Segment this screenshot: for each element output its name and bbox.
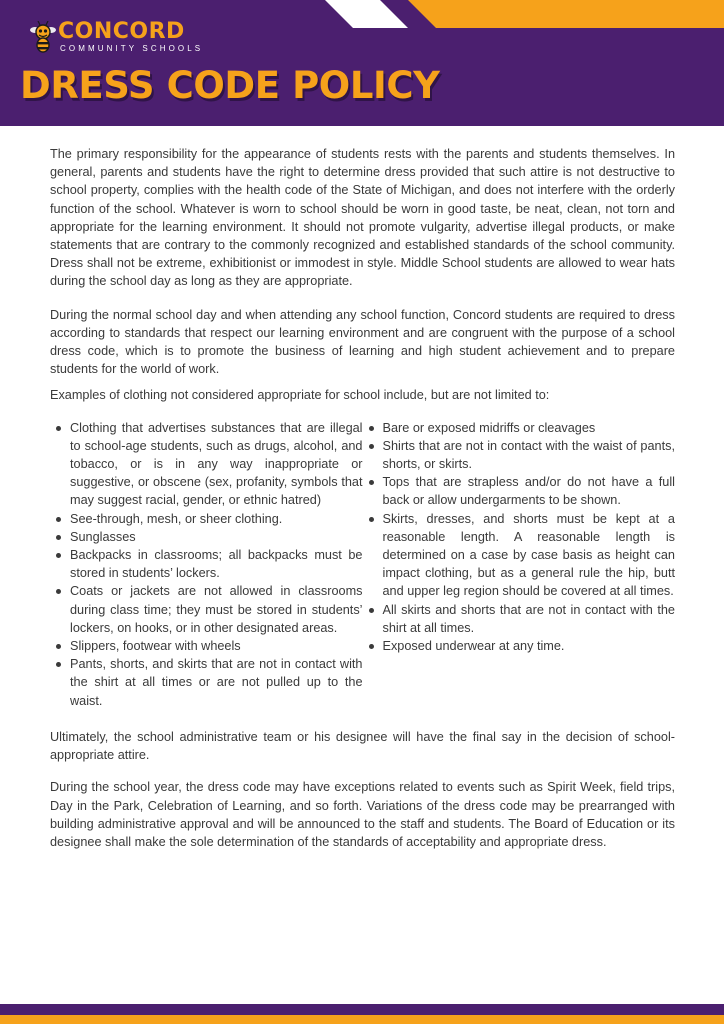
list-item: Slippers, footwear with wheels xyxy=(70,637,363,655)
yellow-jacket-mascot-icon xyxy=(30,21,56,53)
standards-paragraph: During the normal school day and when attending any school function, Concord students are required to dress according to standards that respect our learning environment and are congruent with the purpose of a school dress code, which is to promote the business of learning and high student achievement and to prepare students for the world of work. xyxy=(50,307,675,377)
footer-orange-stripe xyxy=(0,1015,724,1024)
examples-columns xyxy=(50,419,675,710)
list-item: See-through, mesh, or sheer clothing. xyxy=(70,510,363,528)
list-item: Pants, shorts, and skirts that are not in contact with the shirt at all times or are not pulled up to the waist. xyxy=(70,655,363,710)
header-banner xyxy=(0,0,724,126)
page-title: DRESS CODE POLICY xyxy=(20,64,440,107)
list-item: All skirts and shorts that are not in contact with the shirt at all times. xyxy=(383,601,676,637)
policy-content xyxy=(50,145,675,851)
logo-name: CONCORD xyxy=(58,19,185,44)
list-item: Coats or jackets are not allowed in classrooms during class time; they must be stored in students’ lockers, on hooks, or in other designated areas. xyxy=(70,582,363,637)
logo-subtitle: COMMUNITY SCHOOLS xyxy=(60,44,204,53)
list-item: Bare or exposed midriffs or cleavages xyxy=(383,419,676,437)
list-item: Tops that are strapless and/or do not have a full back or allow undergarments to be shown. xyxy=(383,473,676,509)
list-item: Shirts that are not in contact with the waist of pants, shorts, or skirts. xyxy=(383,437,676,473)
list-item: Exposed underwear at any time. xyxy=(383,637,676,655)
list-item: Skirts, dresses, and shorts must be kept at a reasonable length. A reasonable length is determined on a case by case basis as height can impact clothing, but as a general rule the hip, butt and upper leg region should be covered at all times. xyxy=(383,510,676,601)
footer-bar xyxy=(0,1004,724,1024)
exceptions-paragraph: During the school year, the dress code may have exceptions related to events such as Spirit Week, field trips, Day in the Park, Celebration of Learning, and so forth. Variations of the dress code may be prearranged with building administrative approval and will be announced to the staff and students. The Board of Education or its designee shall make the sole determination of the standards of acceptability and appropriate dress. xyxy=(50,780,675,849)
list-item: Clothing that advertises substances that are illegal to school-age students, such as drugs, alcohol, and tobacco, or is in any way inappropriate or suggestive, or obscene (sex, profanity, symbols that may suggest racial, gender, or ethnic hatred) xyxy=(70,419,363,510)
examples-list-right xyxy=(363,419,676,710)
list-item: Backpacks in classrooms; all backpacks must be stored in students’ lockers. xyxy=(70,546,363,582)
final-say-paragraph: Ultimately, the school administrative team or his designee will have the final say in the decision of school-appropriate attire. xyxy=(50,729,675,763)
examples-list-left xyxy=(50,419,363,710)
examples-intro: Examples of clothing not considered appropriate for school include, but are not limited to: xyxy=(50,388,550,403)
intro-paragraph: The primary responsibility for the appearance of students rests with the parents and students themselves. In general, parents and students have the right to determine dress provided that such attire is not destructive to school property, complies with the health code of the State of Michigan, and does not interfere with the orderly function of the school. Whatever is worn to school should be worn in good taste, be neat, clean, not torn and appropriate for the learning environment. It should not promote vulgarity, advertise illegal products, or make statements that are contrary to the commonly recognized and established standards of the school community. Dress shall not be extreme, exhibitionist or immodest in style. Middle School students are allowed to wear hats during the school day as long as they are appropriate. xyxy=(50,147,675,289)
list-item: Sunglasses xyxy=(70,528,363,546)
footer-purple-stripe xyxy=(0,1004,724,1015)
